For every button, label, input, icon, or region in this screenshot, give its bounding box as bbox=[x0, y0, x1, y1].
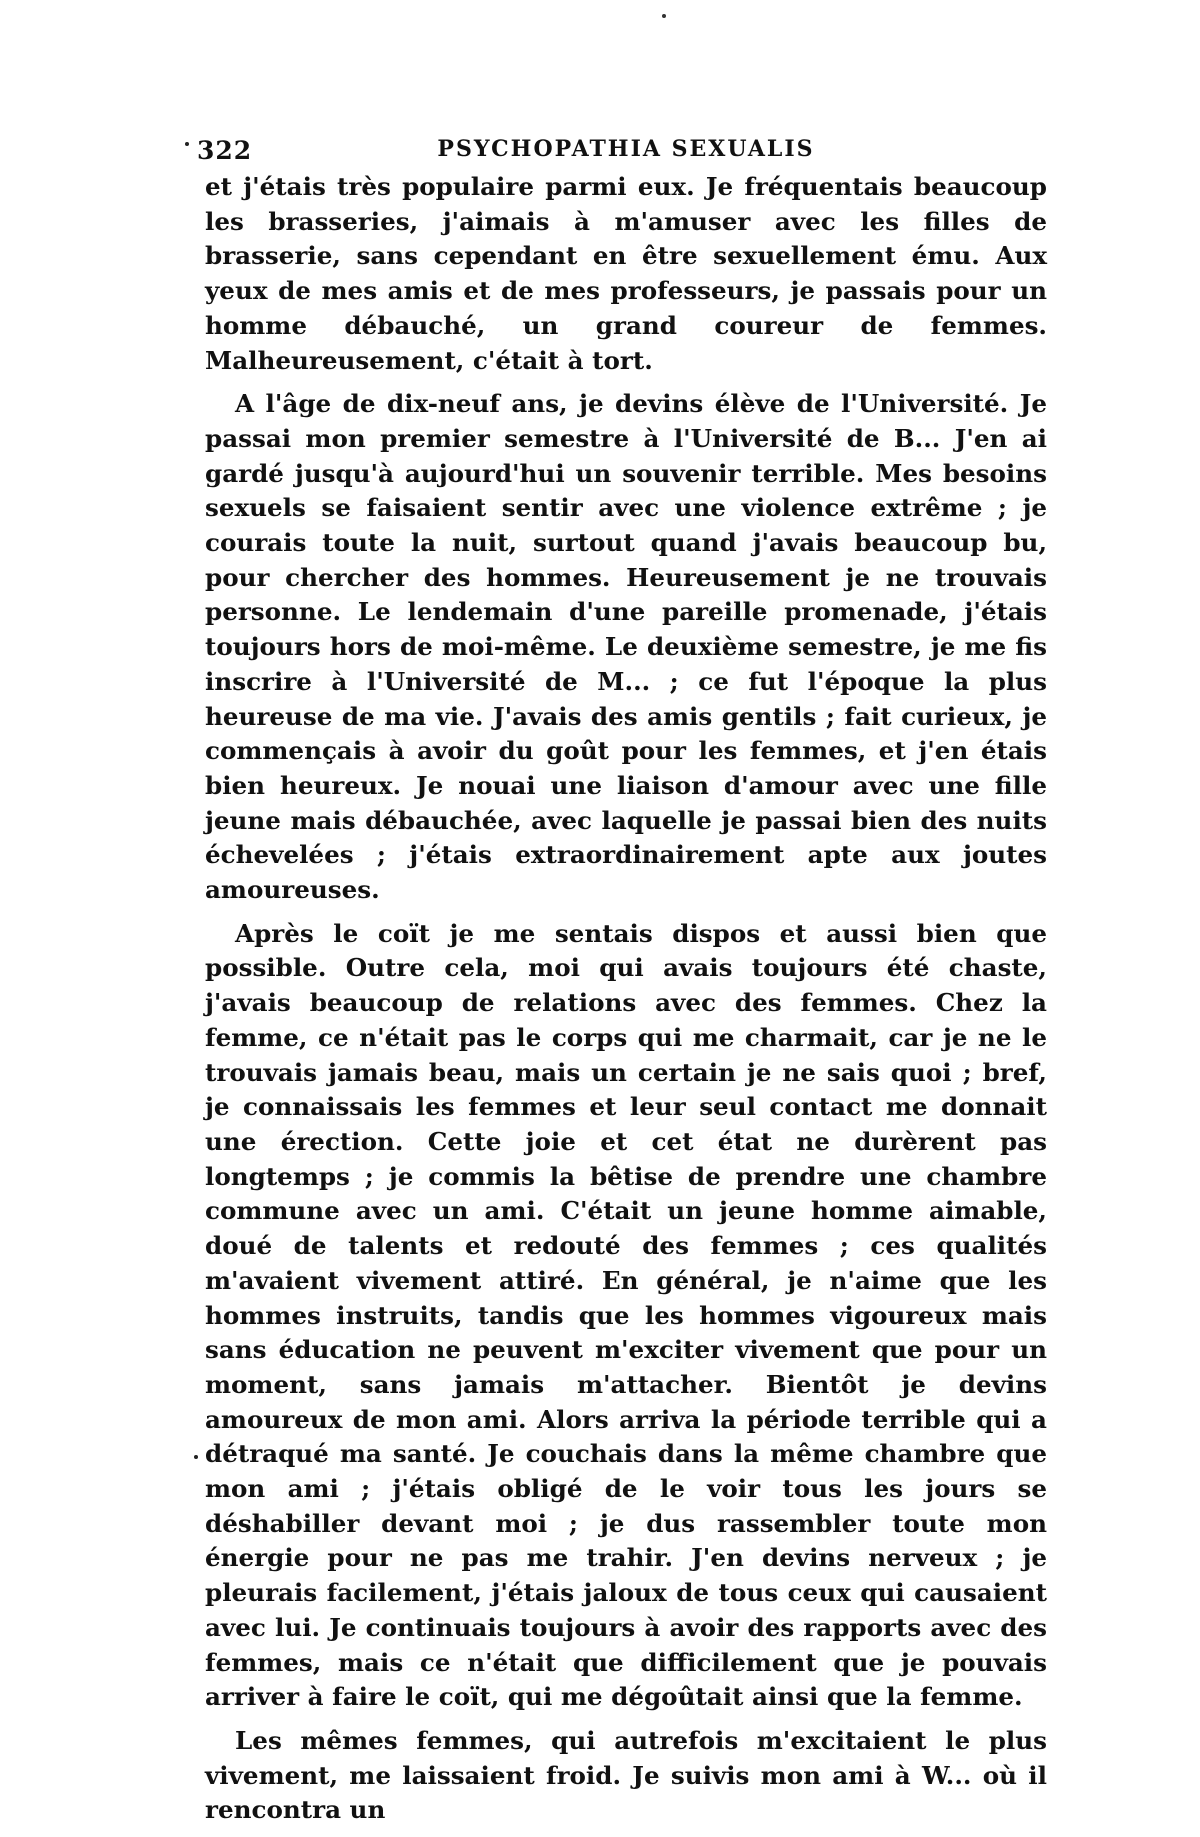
print-speck bbox=[185, 142, 189, 146]
paragraph-2: A l'âge de dix-neuf ans, je devins élève de l'Université. Je passai mon premier semestre à l'Université de B... J'en ai gardé jusqu'à aujourd'hui un souvenir terrible. Mes besoins sexuels se faisaient sentir avec une violence extrême ; je courais toute la nuit, surtout quand j'avais beaucoup bu, pour chercher des hommes. Heureusement je ne trouvais personne. Le lendemain d'une pareille promenade, j'étais toujours hors de moi-même. Le deuxième semestre, je me fis inscrire à l'Université de M... ; ce fut l'époque la plus heureuse de ma vie. J'avais des amis gentils ; fait curieux, je commençais à avoir du goût pour les femmes, et j'en étais bien heureux. Je nouai une liaison d'amour avec une fille jeune mais débauchée, avec laquelle je passai bien des nuits échevelées ; j'étais extraordinairement apte aux joutes amoureuses. bbox=[205, 389, 1047, 905]
book-page bbox=[197, 120, 1047, 1837]
page-header bbox=[197, 120, 1047, 165]
print-speck bbox=[194, 1455, 198, 1459]
paragraph-4: Les mêmes femmes, qui autrefois m'excitaient le plus vivement, me laissaient froid. Je suivis mon ami à W... où il rencontra un bbox=[205, 1725, 1047, 1825]
paragraph-1: et j'étais très populaire parmi eux. Je fréquentais beaucoup les brasseries, j'aimais à m'amuser avec les filles de brasserie, sans cependant en être sexuellement ému. Aux yeux de mes amis et de mes professeurs, je passais pour un homme débauché, un grand coureur de femmes. Malheureusement, c'était à tort. bbox=[205, 172, 1047, 375]
page-number: 322 bbox=[197, 136, 253, 165]
paragraph-3: Après le coït je me sentais dispos et aussi bien que possible. Outre cela, moi qui avais toujours été chaste, j'avais beaucoup de relations avec des femmes. Chez la femme, ce n'était pas le corps qui me charmait, car je ne le trouvais jamais beau, mais un certain je ne sais quoi ; bref, je connaissais les femmes et leur seul contact me donnait une érection. Cette joie et cet état ne durèrent pas longtemps ; je commis la bêtise de prendre une chambre commune avec un ami. C'était un jeune homme aimable, doué de talents et redouté des femmes ; ces qualités m'avaient vivement attiré. En général, je n'aime que les hommes instruits, tandis que les hommes vigoureux mais sans éducation ne peuvent m'exciter vivement que pour un moment, sans jamais m'attacher. Bientôt je devins amoureux de mon ami. Alors arriva la période terrible qui a détraqué ma santé. Je couchais dans la même chambre que mon ami ; j'étais obligé de le voir tous les jours se déshabiller devant moi ; je dus rassembler toute mon énergie pour ne pas me trahir. J'en devins nerveux ; je pleurais facilement, j'étais jaloux de tous ceux qui causaient avec lui. Je continuais toujours à avoir des rapports avec des femmes, mais ce n'était que difficilement que je pouvais arriver à faire le coït, qui me dégoûtait ainsi que la femme. bbox=[205, 918, 1047, 1712]
body-text bbox=[205, 170, 1047, 1828]
print-speck bbox=[662, 14, 666, 18]
running-title: PSYCHOPATHIA SEXUALIS bbox=[437, 136, 815, 162]
